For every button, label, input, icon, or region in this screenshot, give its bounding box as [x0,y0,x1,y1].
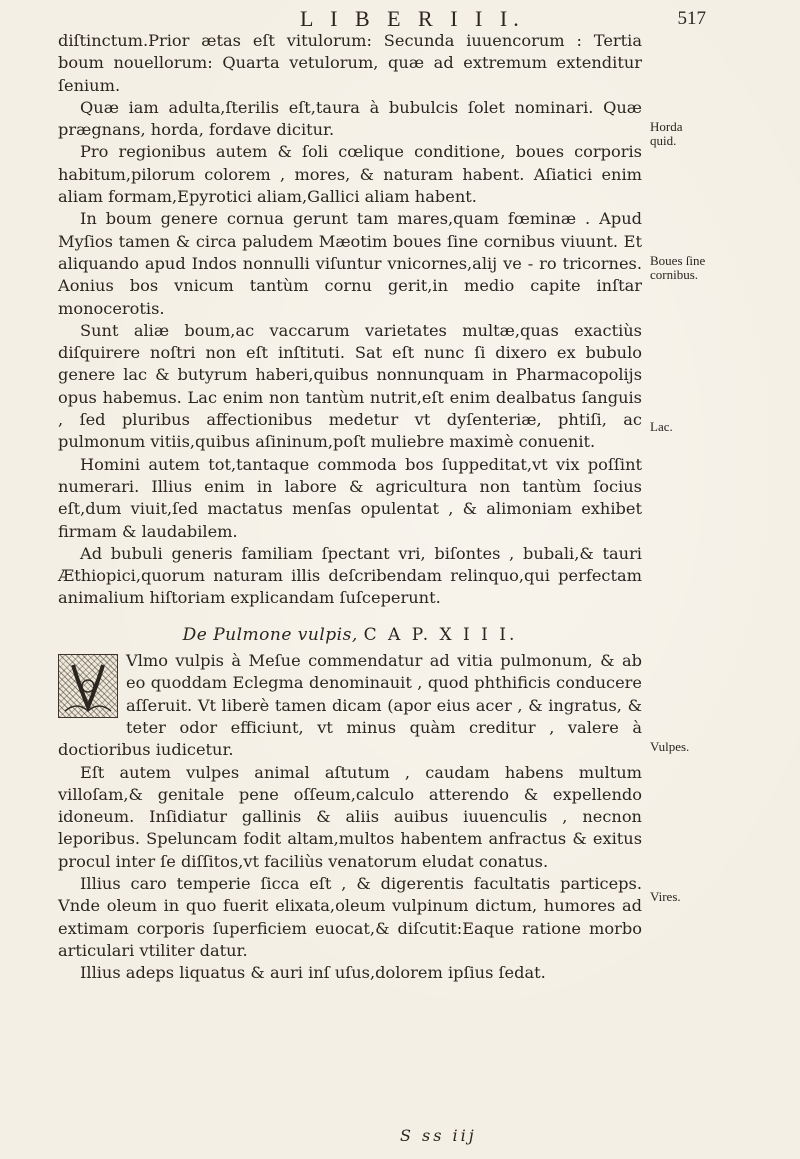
margin-note-boues: Boues ſine cornibus. [650,253,706,282]
margin-note-lac: Lac. [650,419,673,434]
main-text [58,30,642,984]
page-number: 517 [677,8,706,29]
paragraph: Homini autem tot,tantaque commoda bos ſuppeditat,vt vix poſſint numerari. Illius enim in labore & agricultura non tantùm ſocius eſt,dum viuit,ſed mactatus menſas opulentat , & alimoniam exhibet firmam & laudabilem. [58,454,642,541]
paragraph: Eſt autem vulpes animal aſtutum , caudam habens multum villoſam,& genitale pene oſſeum,calculo atterendo & expellendo idoneum. Inſidiatur gallinis & aliis auibus iuuenculis , necnon leporibus. Speluncam fodit altam,multos habentem anfractus & exitus procul inter ſe diſſitos,vt faciliùs venatorum eludat conatus. [58,762,642,871]
margin-note-vires: Vires. [650,889,681,904]
margin-notes [650,0,790,1159]
paragraph: In boum genere cornua gerunt tam mares,quam fœminæ . Apud Myſios tamen & circa paludem Mæotim boues ſine cornibus viuunt. Et aliquando apud Indos nonnulli viſuntur vnicornes,alij ve - ro tricornes. Aonius bos vnicum tantùm cornu gerit,in medio capite inſtar monocerotis. [58,209,642,318]
chapter-heading-number: C A P. X I I I. [363,624,518,645]
paragraph: Ad bubuli generis familiam ſpectant vri, biſontes , bubali,& tauri Æthiopici,quorum naturam illis deſcribendam relinquo,qui perfectam animalium hiſtoriam explicandam ſuſceperunt. [58,543,642,608]
ornamental-initial-icon [58,654,118,718]
paragraph: Quæ iam adulta,ſterilis eſt,taura à bubulcis ſolet nominari. Quæ prægnans, horda, fordave dicitur. [58,97,642,140]
chapter-heading [58,624,642,646]
running-title: L I B E R I I I. [300,6,525,31]
running-head [60,6,710,30]
chapter-heading-title: De Pulmone vulpis, [182,624,358,645]
margin-note-horda: Horda quid. [650,119,683,148]
paragraph: Illius caro temperie ſicca eſt , & digerentis facultatis particeps. Vnde oleum in quo fuerit elixata,oleum vulpinum dictum, humores ad extimam corporis ſuperficiem euocat,& diſcutit:Eaque ratione morbo articulari vtiliter datur. [58,873,642,960]
paragraph: diſtinctum.Prior ætas eſt vitulorum: Secunda iuuencorum : Tertia boum nouellorum: Quarta vetulorum, quæ ad extremum extenditur ſenium. [58,31,642,95]
paragraph: Illius adeps liquatus & auri inſ uſus,dolorem ipſius ſedat. [80,963,546,983]
paragraph: Pro regionibus autem & ſoli cœlique conditione, boues corporis habitum,pilorum colorem , mores, & naturam habent. Aſiatici enim aliam formam,Epyrotici aliam,Gallici aliam habent. [58,142,642,207]
margin-note-vulpes: Vulpes. [650,739,690,754]
paragraph: Sunt aliæ boum,ac vaccarum varietates multæ,quas exactiùs diſquirere noſtri non eſt inſtituti. Sat eſt nunc ſi dixero ex bubulo genere lac & butyrum haberi,quibus nonnunquam in Pharmacopolijs opus habemus. Lac enim non tantùm nutrit,eſt enim dealbatus ſanguis , ſed pluribus affectionibus medetur vt dyſenteriæ, phtiſi, ac pulmonum vitiis,quibus aſininum,poſt muliebre maximè conuenit. [58,320,642,452]
signature-mark: S ss iij [400,1126,477,1145]
paragraph: Vlmo vulpis à Meſue commendatur ad vitia pulmonum, & ab eo quoddam Eclegma denominauit , quod phthificis conducere aſſeruit. Vt liberè tamen dicam (apor eius acer , & ingratus, & teter odor efficiunt, vt minus quàm creditur , valere à doctioribus iudicetur. [58,651,642,760]
